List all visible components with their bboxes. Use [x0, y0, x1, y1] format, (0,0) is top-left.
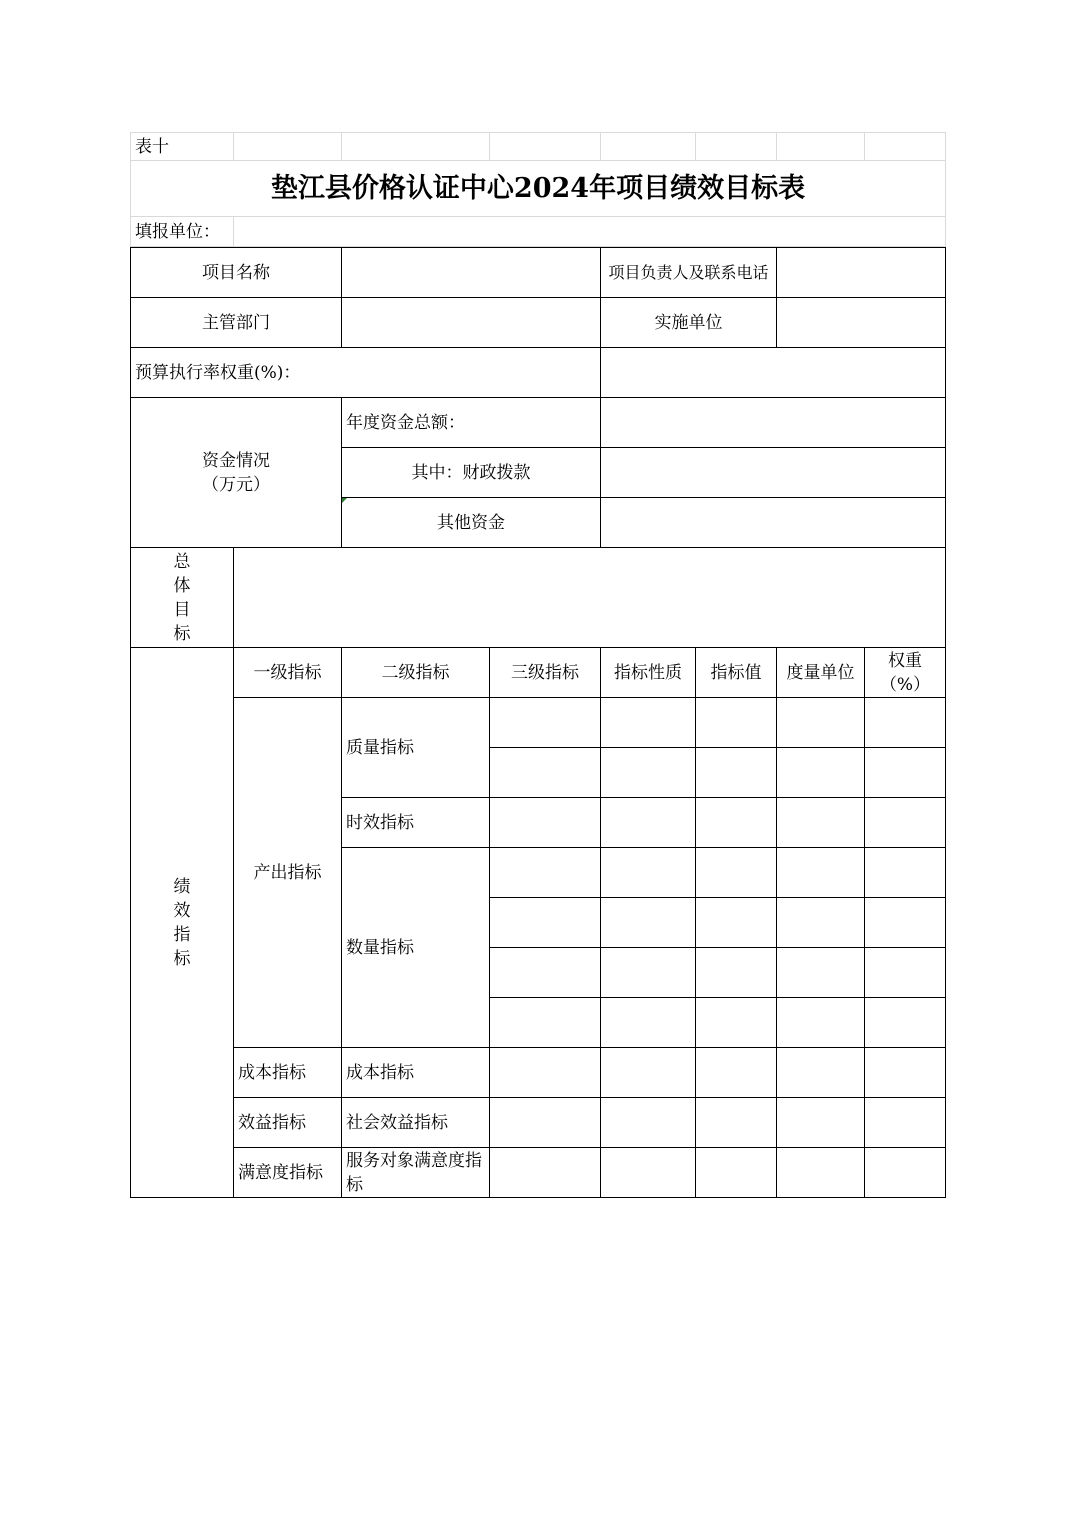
fill-unit-value[interactable] — [234, 217, 946, 247]
cell-input[interactable] — [777, 948, 865, 998]
cell-input[interactable] — [490, 998, 601, 1048]
cell-input[interactable] — [490, 948, 601, 998]
cell-input[interactable] — [696, 698, 777, 748]
cell-input[interactable] — [696, 998, 777, 1048]
cell-input[interactable] — [865, 998, 946, 1048]
indicators-group-label: 绩效指标 — [131, 648, 234, 1198]
cell-input[interactable] — [865, 798, 946, 848]
level1-output: 产出指标 — [234, 698, 342, 1048]
level2-social: 社会效益指标 — [342, 1098, 490, 1148]
annual-total-value[interactable] — [601, 398, 946, 448]
dept-label: 主管部门 — [131, 298, 342, 348]
cell-input[interactable] — [601, 748, 696, 798]
cell-input[interactable] — [777, 1048, 865, 1098]
cell-input[interactable] — [865, 698, 946, 748]
col-value: 指标值 — [696, 648, 777, 698]
fiscal-label: 其中：财政拨款 — [342, 448, 601, 498]
col-level3: 三级指标 — [490, 648, 601, 698]
page-title: 垫江县价格认证中心2024年项目绩效目标表 — [131, 161, 946, 217]
cell-input[interactable] — [490, 698, 601, 748]
cell-input[interactable] — [696, 748, 777, 798]
col-nature: 指标性质 — [601, 648, 696, 698]
cell-input[interactable] — [601, 848, 696, 898]
overall-goal-label: 总体目标 — [131, 548, 234, 648]
col-unit: 度量单位 — [777, 648, 865, 698]
project-name-value[interactable] — [342, 248, 601, 298]
cell-input[interactable] — [777, 998, 865, 1048]
col-level2: 二级指标 — [342, 648, 490, 698]
level1-satisfaction: 满意度指标 — [234, 1148, 342, 1198]
funds-label-main: 资金情况 — [202, 450, 270, 471]
cell-input[interactable] — [696, 1048, 777, 1098]
level2-cost: 成本指标 — [342, 1048, 490, 1098]
cell-input[interactable] — [865, 948, 946, 998]
cell-input[interactable] — [601, 1048, 696, 1098]
cell-input[interactable] — [777, 698, 865, 748]
level2-service: 服务对象满意度指标 — [342, 1148, 490, 1198]
cell-input[interactable] — [601, 898, 696, 948]
fill-unit-label: 填报单位： — [131, 217, 234, 247]
performance-target-sheet — [130, 132, 945, 1198]
other-funds-value[interactable] — [601, 498, 946, 548]
cell-input[interactable] — [777, 798, 865, 848]
contact-label: 项目负责人及联系电话 — [601, 248, 777, 298]
cell-input[interactable] — [696, 1098, 777, 1148]
cell-input[interactable] — [601, 1148, 696, 1198]
cell-input[interactable] — [696, 848, 777, 898]
cell-input[interactable] — [865, 748, 946, 798]
cell-input[interactable] — [696, 948, 777, 998]
col-level1: 一级指标 — [234, 648, 342, 698]
cell-input[interactable] — [601, 948, 696, 998]
contact-value[interactable] — [777, 248, 946, 298]
cell-input[interactable] — [490, 848, 601, 898]
level2-quality: 质量指标 — [342, 698, 490, 798]
fiscal-value[interactable] — [601, 448, 946, 498]
cell-input[interactable] — [865, 1048, 946, 1098]
cell-input[interactable] — [490, 1098, 601, 1148]
budget-rate-value[interactable] — [601, 348, 946, 398]
cell-input[interactable] — [696, 898, 777, 948]
project-name-label: 项目名称 — [131, 248, 342, 298]
cell-input[interactable] — [865, 848, 946, 898]
cell-input[interactable] — [490, 748, 601, 798]
level1-cost: 成本指标 — [234, 1048, 342, 1098]
cell-input[interactable] — [696, 1148, 777, 1198]
impl-unit-value[interactable] — [777, 298, 946, 348]
cell-input[interactable] — [601, 798, 696, 848]
cell-input[interactable] — [777, 848, 865, 898]
cell-input[interactable] — [777, 1098, 865, 1148]
cell-input[interactable] — [865, 1098, 946, 1148]
annual-total-label: 年度资金总额： — [342, 398, 601, 448]
other-funds-label: 其他资金 — [342, 498, 601, 548]
overall-goal-value[interactable] — [234, 548, 946, 648]
funds-label — [131, 398, 342, 548]
cell-input[interactable] — [696, 798, 777, 848]
col-weight: 权重（%） — [865, 648, 946, 698]
funds-label-unit: （万元） — [202, 474, 270, 495]
table-number: 表十 — [131, 133, 234, 161]
dept-value[interactable] — [342, 298, 601, 348]
cell-input[interactable] — [865, 1148, 946, 1198]
cell-input[interactable] — [490, 1048, 601, 1098]
level2-timeliness: 时效指标 — [342, 798, 490, 848]
cell-input[interactable] — [601, 1098, 696, 1148]
impl-unit-label: 实施单位 — [601, 298, 777, 348]
cell-input[interactable] — [490, 898, 601, 948]
level1-benefit: 效益指标 — [234, 1098, 342, 1148]
budget-rate-label: 预算执行率权重(%)： — [131, 348, 601, 398]
cell-input[interactable] — [777, 748, 865, 798]
cell-input[interactable] — [601, 698, 696, 748]
cell-input[interactable] — [490, 1148, 601, 1198]
cell-input[interactable] — [777, 898, 865, 948]
cell-input[interactable] — [865, 898, 946, 948]
cell-input[interactable] — [490, 798, 601, 848]
cell-input[interactable] — [777, 1148, 865, 1198]
cell-input[interactable] — [601, 998, 696, 1048]
level2-quantity: 数量指标 — [342, 848, 490, 1048]
